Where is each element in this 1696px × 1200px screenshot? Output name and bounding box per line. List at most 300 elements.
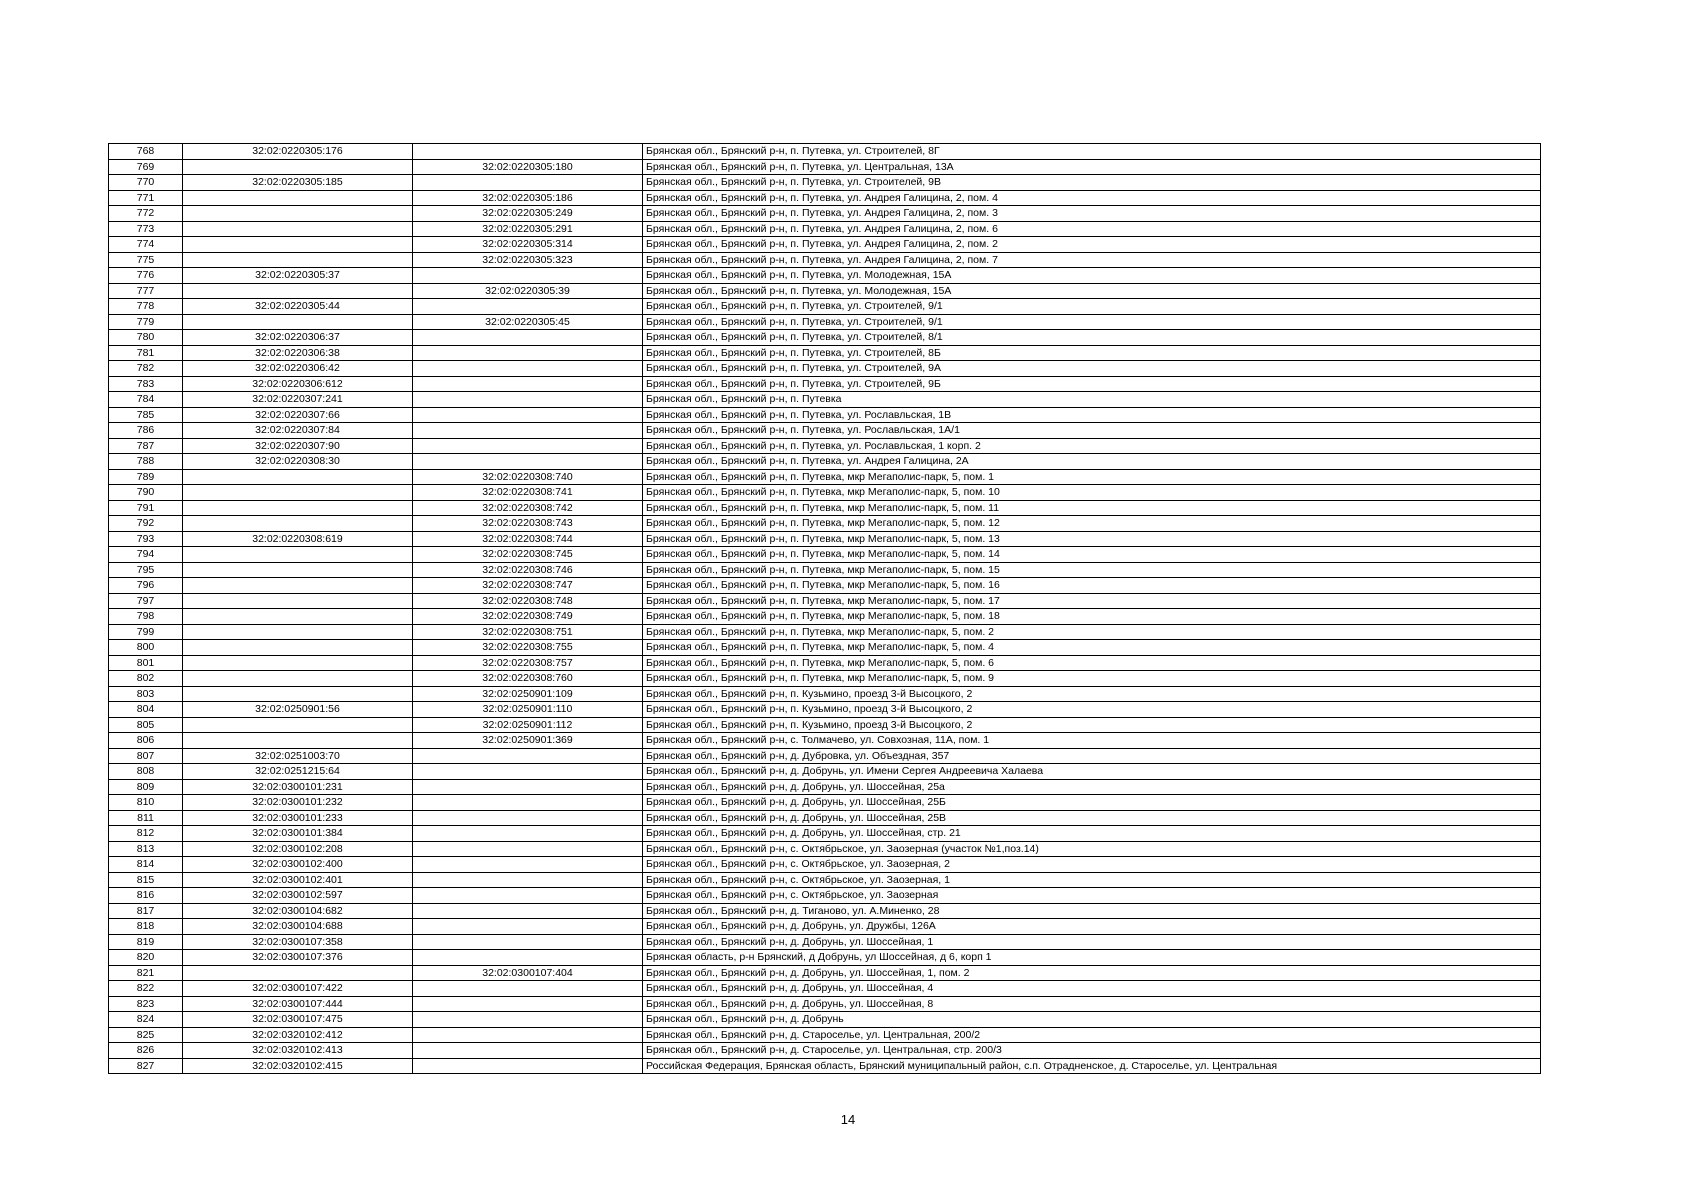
building-cadastral-number-cell: 32:02:0220308:755 [413,640,643,656]
building-cadastral-number-cell [413,919,643,935]
building-cadastral-number-cell [413,1043,643,1059]
parcel-cadastral-number-cell: 32:02:0220306:38 [183,345,413,361]
address-cell: Брянская обл., Брянский р-н, п. Путевка, ул. Андрея Галицина, 2А [643,454,1541,470]
row-number-cell: 816 [109,888,183,904]
row-number-cell: 802 [109,671,183,687]
row-number-cell: 808 [109,764,183,780]
parcel-cadastral-number-cell [183,206,413,222]
table-row [109,903,1541,919]
table-row [109,1027,1541,1043]
table-row [109,593,1541,609]
table-row [109,702,1541,718]
building-cadastral-number-cell [413,748,643,764]
table-row [109,423,1541,439]
row-number-cell: 812 [109,826,183,842]
row-number-cell: 817 [109,903,183,919]
address-cell: Брянская обл., Брянский р-н, с. Октябрьское, ул. Заозерная, 2 [643,857,1541,873]
address-cell: Брянская обл., Брянский р-н, д. Добрунь, ул. Дружбы, 126А [643,919,1541,935]
table-row [109,547,1541,563]
table-row [109,857,1541,873]
parcel-cadastral-number-cell [183,655,413,671]
row-number-cell: 799 [109,624,183,640]
address-cell: Брянская обл., Брянский р-н, п. Путевка, мкр Мегаполис-парк, 5, пом. 18 [643,609,1541,625]
building-cadastral-number-cell [413,392,643,408]
row-number-cell: 791 [109,500,183,516]
building-cadastral-number-cell: 32:02:0250901:369 [413,733,643,749]
table-row [109,438,1541,454]
address-cell: Брянская обл., Брянский р-н, п. Путевка, мкр Мегаполис-парк, 5, пом. 12 [643,516,1541,532]
parcel-cadastral-number-cell [183,578,413,594]
row-number-cell: 804 [109,702,183,718]
page-number: 14 [840,1112,856,1127]
address-cell: Брянская обл., Брянский р-н, п. Путевка, ул. Рославльская, 1В [643,407,1541,423]
parcel-cadastral-number-cell [183,237,413,253]
row-number-cell: 782 [109,361,183,377]
building-cadastral-number-cell: 32:02:0220305:39 [413,283,643,299]
building-cadastral-number-cell [413,423,643,439]
parcel-cadastral-number-cell: 32:02:0220307:84 [183,423,413,439]
address-cell: Брянская обл., Брянский р-н, п. Путевка, ул. Строителей, 9/1 [643,314,1541,330]
address-cell: Брянская обл., Брянский р-н, п. Путевка, ул. Строителей, 9/1 [643,299,1541,315]
register-table [108,143,1541,1074]
building-cadastral-number-cell [413,454,643,470]
table-row [109,872,1541,888]
building-cadastral-number-cell [413,996,643,1012]
row-number-cell: 779 [109,314,183,330]
building-cadastral-number-cell: 32:02:0220305:291 [413,221,643,237]
register-table-body [109,144,1541,1074]
row-number-cell: 794 [109,547,183,563]
building-cadastral-number-cell: 32:02:0220305:180 [413,159,643,175]
address-cell: Брянская обл., Брянский р-н, с. Октябрьское, ул. Заозерная (участок №1,поз.14) [643,841,1541,857]
row-number-cell: 821 [109,965,183,981]
parcel-cadastral-number-cell: 32:02:0251003:70 [183,748,413,764]
table-row [109,500,1541,516]
table-row [109,888,1541,904]
address-cell: Брянская обл., Брянский р-н, п. Путевка, ул. Строителей, 9А [643,361,1541,377]
address-cell: Брянская обл., Брянский р-н, д. Тиганово, ул. А.Миненко, 28 [643,903,1541,919]
building-cadastral-number-cell: 32:02:0220308:741 [413,485,643,501]
address-cell: Брянская обл., Брянский р-н, п. Путевка, мкр Мегаполис-парк, 5, пом. 17 [643,593,1541,609]
address-cell: Брянская обл., Брянский р-н, п. Путевка, ул. Строителей, 9Б [643,376,1541,392]
parcel-cadastral-number-cell: 32:02:0300101:231 [183,779,413,795]
building-cadastral-number-cell: 32:02:0220308:744 [413,531,643,547]
parcel-cadastral-number-cell [183,733,413,749]
table-row [109,671,1541,687]
table-row [109,516,1541,532]
parcel-cadastral-number-cell [183,159,413,175]
address-cell: Брянская обл., Брянский р-н, п. Путевка, ул. Рославльская, 1А/1 [643,423,1541,439]
building-cadastral-number-cell: 32:02:0220305:249 [413,206,643,222]
building-cadastral-number-cell: 32:02:0220308:760 [413,671,643,687]
building-cadastral-number-cell [413,810,643,826]
address-cell: Брянская обл., Брянский р-н, д. Староселье, ул. Центральная, стр. 200/3 [643,1043,1541,1059]
row-number-cell: 800 [109,640,183,656]
parcel-cadastral-number-cell: 32:02:0300107:444 [183,996,413,1012]
address-cell: Брянская обл., Брянский р-н, п. Путевка, ул. Рославльская, 1 корп. 2 [643,438,1541,454]
parcel-cadastral-number-cell: 32:02:0250901:56 [183,702,413,718]
parcel-cadastral-number-cell: 32:02:0220307:66 [183,407,413,423]
address-cell: Брянская обл., Брянский р-н, п. Путевка, ул. Андрея Галицина, 2, пом. 7 [643,252,1541,268]
parcel-cadastral-number-cell [183,469,413,485]
row-number-cell: 815 [109,872,183,888]
building-cadastral-number-cell: 32:02:0220308:740 [413,469,643,485]
address-cell: Брянская обл., Брянский р-н, п. Путевка, мкр Мегаполис-парк, 5, пом. 1 [643,469,1541,485]
address-cell: Брянская обл., Брянский р-н, д. Добрунь [643,1012,1541,1028]
building-cadastral-number-cell [413,299,643,315]
building-cadastral-number-cell: 32:02:0220308:757 [413,655,643,671]
table-row [109,934,1541,950]
address-cell: Брянская обл., Брянский р-н, д. Добрунь, ул. Шоссейная, 25Б [643,795,1541,811]
table-row [109,361,1541,377]
table-row [109,252,1541,268]
row-number-cell: 777 [109,283,183,299]
table-row [109,609,1541,625]
parcel-cadastral-number-cell: 32:02:0220305:37 [183,268,413,284]
parcel-cadastral-number-cell [183,593,413,609]
parcel-cadastral-number-cell: 32:02:0300102:597 [183,888,413,904]
row-number-cell: 778 [109,299,183,315]
address-cell: Брянская обл., Брянский р-н, п. Путевка, ул. Строителей, 8/1 [643,330,1541,346]
table-row [109,578,1541,594]
row-number-cell: 798 [109,609,183,625]
building-cadastral-number-cell [413,376,643,392]
parcel-cadastral-number-cell [183,562,413,578]
address-cell: Брянская обл., Брянский р-н, п. Путевка, мкр Мегаполис-парк, 5, пом. 16 [643,578,1541,594]
building-cadastral-number-cell: 32:02:0250901:110 [413,702,643,718]
parcel-cadastral-number-cell: 32:02:0300102:400 [183,857,413,873]
table-row [109,717,1541,733]
building-cadastral-number-cell: 32:02:0220308:748 [413,593,643,609]
building-cadastral-number-cell: 32:02:0250901:109 [413,686,643,702]
table-row [109,345,1541,361]
row-number-cell: 796 [109,578,183,594]
parcel-cadastral-number-cell: 32:02:0220306:42 [183,361,413,377]
row-number-cell: 787 [109,438,183,454]
parcel-cadastral-number-cell: 32:02:0300107:422 [183,981,413,997]
address-cell: Брянская обл., Брянский р-н, п. Путевка, мкр Мегаполис-парк, 5, пом. 15 [643,562,1541,578]
address-cell: Брянская обл., Брянский р-н, п. Путевка, ул. Строителей, 9В [643,175,1541,191]
table-row [109,562,1541,578]
parcel-cadastral-number-cell [183,547,413,563]
address-cell: Брянская обл., Брянский р-н, д. Добрунь, ул. Шоссейная, 1 [643,934,1541,950]
parcel-cadastral-number-cell: 32:02:0251215:64 [183,764,413,780]
building-cadastral-number-cell: 32:02:0220308:746 [413,562,643,578]
row-number-cell: 823 [109,996,183,1012]
building-cadastral-number-cell [413,361,643,377]
address-cell: Брянская обл., Брянский р-н, с. Октябрьское, ул. Заозерная [643,888,1541,904]
table-row [109,779,1541,795]
table-row [109,454,1541,470]
parcel-cadastral-number-cell: 32:02:0300107:358 [183,934,413,950]
building-cadastral-number-cell [413,330,643,346]
row-number-cell: 805 [109,717,183,733]
table-row [109,826,1541,842]
table-row [109,376,1541,392]
row-number-cell: 788 [109,454,183,470]
row-number-cell: 807 [109,748,183,764]
table-row [109,841,1541,857]
table-row [109,469,1541,485]
table-row [109,1058,1541,1074]
row-number-cell: 775 [109,252,183,268]
building-cadastral-number-cell: 32:02:0220308:742 [413,500,643,516]
parcel-cadastral-number-cell [183,671,413,687]
row-number-cell: 772 [109,206,183,222]
row-number-cell: 774 [109,237,183,253]
parcel-cadastral-number-cell [183,283,413,299]
parcel-cadastral-number-cell [183,516,413,532]
address-cell: Брянская обл., Брянский р-н, п. Путевка, ул. Андрея Галицина, 2, пом. 2 [643,237,1541,253]
table-row [109,221,1541,237]
row-number-cell: 789 [109,469,183,485]
address-cell: Брянская обл., Брянский р-н, д. Староселье, ул. Центральная, 200/2 [643,1027,1541,1043]
table-row [109,965,1541,981]
address-cell: Брянская обл., Брянский р-н, п. Путевка, мкр Мегаполис-парк, 5, пом. 2 [643,624,1541,640]
row-number-cell: 776 [109,268,183,284]
parcel-cadastral-number-cell [183,624,413,640]
row-number-cell: 771 [109,190,183,206]
building-cadastral-number-cell: 32:02:0220308:745 [413,547,643,563]
building-cadastral-number-cell: 32:02:0250901:112 [413,717,643,733]
parcel-cadastral-number-cell: 32:02:0300107:475 [183,1012,413,1028]
table-row [109,407,1541,423]
parcel-cadastral-number-cell [183,965,413,981]
address-cell: Брянская обл., Брянский р-н, п. Путевка, ул. Строителей, 8Б [643,345,1541,361]
building-cadastral-number-cell [413,950,643,966]
row-number-cell: 793 [109,531,183,547]
table-row [109,950,1541,966]
parcel-cadastral-number-cell: 32:02:0300101:232 [183,795,413,811]
row-number-cell: 813 [109,841,183,857]
table-row [109,640,1541,656]
building-cadastral-number-cell: 32:02:0220308:747 [413,578,643,594]
parcel-cadastral-number-cell: 32:02:0300101:384 [183,826,413,842]
parcel-cadastral-number-cell [183,252,413,268]
row-number-cell: 784 [109,392,183,408]
parcel-cadastral-number-cell: 32:02:0220307:241 [183,392,413,408]
address-cell: Брянская обл., Брянский р-н, с. Октябрьское, ул. Заозерная, 1 [643,872,1541,888]
building-cadastral-number-cell [413,888,643,904]
parcel-cadastral-number-cell: 32:02:0300102:401 [183,872,413,888]
table-row [109,268,1541,284]
parcel-cadastral-number-cell: 32:02:0320102:415 [183,1058,413,1074]
parcel-cadastral-number-cell [183,717,413,733]
table-row [109,314,1541,330]
address-cell: Брянская обл., Брянский р-н, д. Добрунь, ул. Шоссейная, 4 [643,981,1541,997]
address-cell: Брянская обл., Брянский р-н, п. Путевка, ул. Строителей, 8Г [643,144,1541,160]
parcel-cadastral-number-cell: 32:02:0220305:185 [183,175,413,191]
table-row [109,299,1541,315]
building-cadastral-number-cell [413,438,643,454]
table-row [109,144,1541,160]
row-number-cell: 819 [109,934,183,950]
parcel-cadastral-number-cell: 32:02:0220307:90 [183,438,413,454]
row-number-cell: 773 [109,221,183,237]
parcel-cadastral-number-cell: 32:02:0220308:30 [183,454,413,470]
row-number-cell: 825 [109,1027,183,1043]
parcel-cadastral-number-cell: 32:02:0220308:619 [183,531,413,547]
building-cadastral-number-cell [413,345,643,361]
table-row [109,655,1541,671]
building-cadastral-number-cell [413,268,643,284]
address-cell: Брянская обл., Брянский р-н, д. Добрунь, ул. Шоссейная, 1, пом. 2 [643,965,1541,981]
building-cadastral-number-cell [413,934,643,950]
table-row [109,733,1541,749]
row-number-cell: 824 [109,1012,183,1028]
parcel-cadastral-number-cell [183,190,413,206]
table-row [109,237,1541,253]
address-cell: Российская Федерация, Брянская область, Брянский муниципальный район, с.п. Отрадненское, д. Староселье, ул. Центральная [643,1058,1541,1074]
address-cell: Брянская область, р-н Брянский, д Добрунь, ул Шоссейная, д 6, корп 1 [643,950,1541,966]
building-cadastral-number-cell [413,175,643,191]
row-number-cell: 827 [109,1058,183,1074]
address-cell: Брянская обл., Брянский р-н, д. Добрунь, ул. Шоссейная, 8 [643,996,1541,1012]
row-number-cell: 820 [109,950,183,966]
building-cadastral-number-cell [413,407,643,423]
address-cell: Брянская обл., Брянский р-н, д. Добрунь, ул. Шоссейная, 25а [643,779,1541,795]
row-number-cell: 826 [109,1043,183,1059]
parcel-cadastral-number-cell: 32:02:0220306:612 [183,376,413,392]
building-cadastral-number-cell [413,872,643,888]
parcel-cadastral-number-cell [183,485,413,501]
address-cell: Брянская обл., Брянский р-н, п. Путевка, ул. Центральная, 13А [643,159,1541,175]
row-number-cell: 803 [109,686,183,702]
building-cadastral-number-cell [413,1027,643,1043]
table-row [109,175,1541,191]
building-cadastral-number-cell: 32:02:0220308:743 [413,516,643,532]
row-number-cell: 818 [109,919,183,935]
table-row [109,624,1541,640]
row-number-cell: 801 [109,655,183,671]
row-number-cell: 806 [109,733,183,749]
row-number-cell: 797 [109,593,183,609]
address-cell: Брянская обл., Брянский р-н, п. Путевка [643,392,1541,408]
row-number-cell: 792 [109,516,183,532]
table-row [109,748,1541,764]
address-cell: Брянская обл., Брянский р-н, п. Путевка, мкр Мегаполис-парк, 5, пом. 11 [643,500,1541,516]
address-cell: Брянская обл., Брянский р-н, п. Путевка, ул. Андрея Галицина, 2, пом. 4 [643,190,1541,206]
address-cell: Брянская обл., Брянский р-н, д. Добрунь, ул. Имени Сергея Андреевича Халаева [643,764,1541,780]
parcel-cadastral-number-cell: 32:02:0300101:233 [183,810,413,826]
building-cadastral-number-cell [413,903,643,919]
table-row [109,531,1541,547]
address-cell: Брянская обл., Брянский р-н, п. Путевка, мкр Мегаполис-парк, 5, пом. 4 [643,640,1541,656]
building-cadastral-number-cell [413,857,643,873]
row-number-cell: 781 [109,345,183,361]
building-cadastral-number-cell [413,1012,643,1028]
table-row [109,159,1541,175]
parcel-cadastral-number-cell: 32:02:0220305:44 [183,299,413,315]
parcel-cadastral-number-cell: 32:02:0300107:376 [183,950,413,966]
parcel-cadastral-number-cell: 32:02:0300102:208 [183,841,413,857]
address-cell: Брянская обл., Брянский р-н, п. Путевка, ул. Андрея Галицина, 2, пом. 3 [643,206,1541,222]
row-number-cell: 770 [109,175,183,191]
table-row [109,485,1541,501]
parcel-cadastral-number-cell: 32:02:0300104:682 [183,903,413,919]
table-row [109,1012,1541,1028]
building-cadastral-number-cell: 32:02:0220305:314 [413,237,643,253]
row-number-cell: 795 [109,562,183,578]
parcel-cadastral-number-cell: 32:02:0300104:688 [183,919,413,935]
row-number-cell: 822 [109,981,183,997]
table-row [109,810,1541,826]
building-cadastral-number-cell [413,981,643,997]
parcel-cadastral-number-cell [183,640,413,656]
building-cadastral-number-cell: 32:02:0220305:186 [413,190,643,206]
address-cell: Брянская обл., Брянский р-н, п. Путевка, мкр Мегаполис-парк, 5, пом. 14 [643,547,1541,563]
parcel-cadastral-number-cell [183,221,413,237]
building-cadastral-number-cell [413,144,643,160]
table-row [109,795,1541,811]
parcel-cadastral-number-cell: 32:02:0220305:176 [183,144,413,160]
address-cell: Брянская обл., Брянский р-н, п. Путевка, ул. Молодежная, 15А [643,283,1541,299]
parcel-cadastral-number-cell: 32:02:0220306:37 [183,330,413,346]
address-cell: Брянская обл., Брянский р-н, п. Путевка, мкр Мегаполис-парк, 5, пом. 9 [643,671,1541,687]
table-row [109,919,1541,935]
table-row [109,981,1541,997]
row-number-cell: 768 [109,144,183,160]
row-number-cell: 811 [109,810,183,826]
address-cell: Брянская обл., Брянский р-н, п. Путевка, ул. Молодежная, 15А [643,268,1541,284]
building-cadastral-number-cell [413,779,643,795]
address-cell: Брянская обл., Брянский р-н, п. Путевка, ул. Андрея Галицина, 2, пом. 6 [643,221,1541,237]
address-cell: Брянская обл., Брянский р-н, п. Путевка, мкр Мегаполис-парк, 5, пом. 10 [643,485,1541,501]
building-cadastral-number-cell [413,1058,643,1074]
address-cell: Брянская обл., Брянский р-н, с. Толмачево, ул. Совхозная, 11А, пом. 1 [643,733,1541,749]
building-cadastral-number-cell [413,764,643,780]
address-cell: Брянская обл., Брянский р-н, п. Кузьмино, проезд 3-й Высоцкого, 2 [643,686,1541,702]
row-number-cell: 810 [109,795,183,811]
parcel-cadastral-number-cell [183,314,413,330]
parcel-cadastral-number-cell [183,686,413,702]
row-number-cell: 790 [109,485,183,501]
address-cell: Брянская обл., Брянский р-н, д. Добрунь, ул. Шоссейная, 25В [643,810,1541,826]
parcel-cadastral-number-cell [183,609,413,625]
table-row [109,686,1541,702]
table-row [109,1043,1541,1059]
table-row [109,764,1541,780]
row-number-cell: 785 [109,407,183,423]
row-number-cell: 769 [109,159,183,175]
parcel-cadastral-number-cell: 32:02:0320102:413 [183,1043,413,1059]
parcel-cadastral-number-cell [183,500,413,516]
row-number-cell: 780 [109,330,183,346]
row-number-cell: 783 [109,376,183,392]
table-row [109,996,1541,1012]
building-cadastral-number-cell [413,795,643,811]
building-cadastral-number-cell: 32:02:0300107:404 [413,965,643,981]
address-cell: Брянская обл., Брянский р-н, д. Дубровка, ул. Объездная, 357 [643,748,1541,764]
table-row [109,330,1541,346]
row-number-cell: 809 [109,779,183,795]
table-row [109,283,1541,299]
address-cell: Брянская обл., Брянский р-н, п. Кузьмино, проезд 3-й Высоцкого, 2 [643,717,1541,733]
parcel-cadastral-number-cell: 32:02:0320102:412 [183,1027,413,1043]
address-cell: Брянская обл., Брянский р-н, п. Кузьмино, проезд 3-й Высоцкого, 2 [643,702,1541,718]
row-number-cell: 786 [109,423,183,439]
building-cadastral-number-cell: 32:02:0220308:749 [413,609,643,625]
table-row [109,392,1541,408]
building-cadastral-number-cell [413,826,643,842]
building-cadastral-number-cell [413,841,643,857]
table-row [109,190,1541,206]
row-number-cell: 814 [109,857,183,873]
building-cadastral-number-cell: 32:02:0220308:751 [413,624,643,640]
address-cell: Брянская обл., Брянский р-н, д. Добрунь, ул. Шоссейная, стр. 21 [643,826,1541,842]
building-cadastral-number-cell: 32:02:0220305:45 [413,314,643,330]
address-cell: Брянская обл., Брянский р-н, п. Путевка, мкр Мегаполис-парк, 5, пом. 6 [643,655,1541,671]
